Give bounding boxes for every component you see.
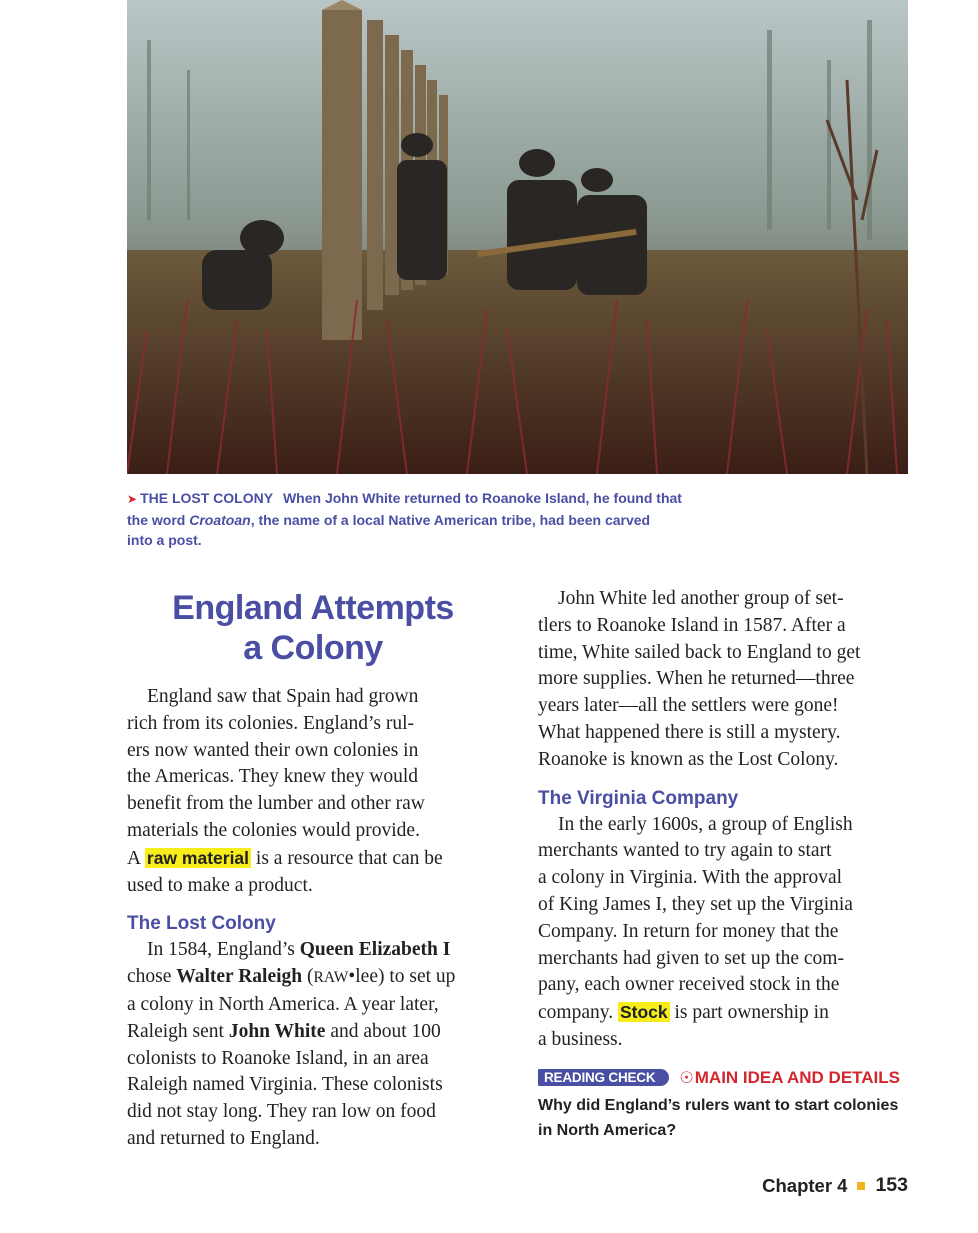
footer-separator-icon: [857, 1182, 865, 1190]
text-line: John White led another group of set-: [558, 588, 844, 609]
pronunciation: RAW: [313, 969, 349, 987]
text-line: [127, 1019, 499, 1046]
text-line: a business.: [538, 1028, 623, 1050]
page-title: [127, 588, 499, 668]
text-line: [538, 999, 908, 1027]
reading-check: [538, 1068, 908, 1088]
text-fragment: (: [302, 966, 314, 988]
paragraph-lost-colony: [127, 937, 499, 1152]
page-number: 153: [875, 1174, 908, 1196]
caption-text-1: When John White returned to Roanoke Island, he found that: [282, 490, 682, 506]
text-fragment: Raleigh sent: [127, 1020, 229, 1042]
text-line: [127, 845, 499, 873]
text-fragment: •lee) to set up: [348, 966, 456, 988]
paragraph-virginia-company: [538, 812, 908, 1054]
text-line: of King James I, they set up the Virginia: [538, 893, 853, 915]
vocab-stock: Stock: [619, 1002, 668, 1023]
text-line: colonists to Roanoke Island, in an area: [127, 1047, 429, 1069]
text-line: time, White sailed back to England to get: [538, 641, 861, 663]
page-footer: [762, 1174, 908, 1197]
caption-text-2c: , the name of a local Native American tribe, had been carved: [250, 511, 651, 528]
right-column: [538, 586, 908, 1143]
title-line-1: England Attempts: [172, 589, 454, 627]
caption-lead: THE LOST COLONY: [140, 490, 274, 506]
caption-croatoan: Croatoan: [189, 511, 251, 528]
text-fragment: In 1584, England’s: [147, 939, 300, 961]
text-line: materials the colonies would provide.: [127, 819, 420, 841]
paragraph-england-spain: [127, 684, 499, 899]
subhead-virginia-company: The Virginia Company: [538, 787, 739, 809]
text-fragment: and about 100: [325, 1020, 441, 1042]
vocab-raw-material: raw material: [146, 847, 250, 868]
text-fragment: A: [127, 847, 145, 869]
text-line: tlers to Roanoke Island in 1587. After a: [538, 614, 846, 636]
diorama-image: [127, 0, 908, 474]
text-line: pany, each owner received stock in the: [538, 974, 840, 996]
text-line: used to make a product.: [127, 874, 313, 896]
text-line: did not stay long. They ran low on food: [127, 1101, 436, 1123]
text-line: [127, 964, 499, 992]
question-line-2: in North America?: [538, 1121, 677, 1139]
text-line: What happened there is still a mystery.: [538, 721, 841, 743]
text-line: benefit from the lumber and other raw: [127, 793, 425, 815]
text-line: ers now wanted their own colonies in: [127, 739, 419, 761]
text-fragment: chose: [127, 966, 177, 988]
text-line: a colony in Virginia. With the approval: [538, 867, 843, 889]
text-line: In the early 1600s, a group of English: [558, 813, 853, 835]
reading-check-badge: READING CHECK: [538, 1069, 669, 1086]
text-line: Company. In return for money that the: [538, 920, 839, 942]
reading-check-question: [538, 1093, 908, 1143]
paragraph-john-white: [538, 586, 908, 774]
name-john-white: John White: [228, 1020, 326, 1042]
text-fragment: is a resource that can be: [251, 847, 443, 869]
name-walter-raleigh: Walter Raleigh: [176, 966, 303, 988]
subhead-lost-colony: The Lost Colony: [127, 913, 276, 935]
text-line: more supplies. When he returned—three: [538, 668, 855, 690]
text-fragment: company.: [538, 1002, 618, 1024]
text-line: merchants had given to set up the com-: [538, 947, 844, 969]
text-fragment: is part ownership in: [669, 1002, 829, 1024]
title-line-2: a Colony: [243, 629, 383, 667]
chapter-label: Chapter 4: [762, 1174, 848, 1196]
text-line: Roanoke is known as the Lost Colony.: [538, 748, 839, 770]
text-line: the Americas. They knew they would: [127, 766, 418, 788]
text-line: England saw that Spain had grown: [147, 686, 419, 707]
reading-check-skill: MAIN IDEA AND DETAILS: [694, 1067, 901, 1087]
text-line: rich from its colonies. England’s rul-: [127, 712, 415, 734]
text-line: merchants wanted to try again to start: [538, 840, 832, 862]
photo-caption: [127, 488, 697, 551]
text-line: Raleigh named Virginia. These colonists: [127, 1074, 443, 1096]
text-line: years later—all the settlers were gone!: [538, 695, 839, 717]
text-line: and returned to England.: [127, 1127, 320, 1149]
left-column: [127, 586, 499, 1153]
main-idea-icon: ☉: [679, 1069, 694, 1087]
question-line-1: Why did England’s rulers want to start colonies: [538, 1096, 899, 1114]
caption-arrow-icon: ➤: [127, 492, 138, 506]
text-line: [127, 937, 499, 964]
name-queen-elizabeth: Queen Elizabeth I: [299, 939, 451, 961]
lost-colony-photo: [127, 0, 908, 474]
caption-text-3: into a post.: [127, 532, 202, 548]
caption-text-2a: the word: [127, 511, 190, 528]
text-line: a colony in North America. A year later,: [127, 993, 439, 1015]
